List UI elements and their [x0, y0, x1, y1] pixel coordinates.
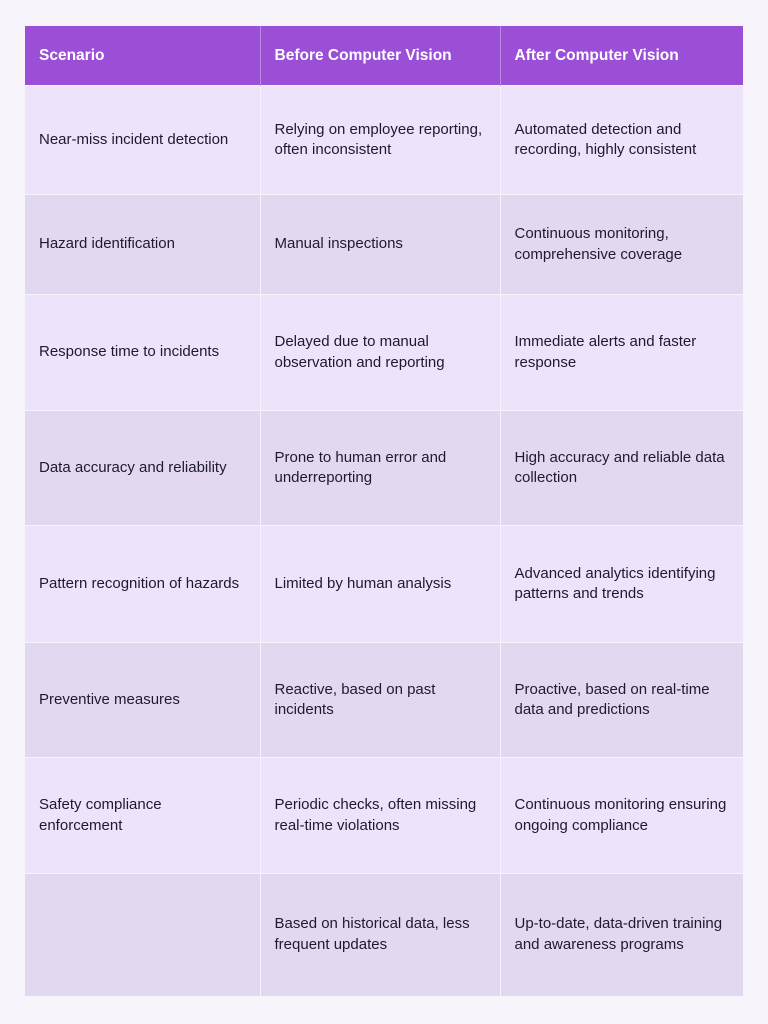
cell-after: Continuous monitoring ensuring ongoing compliance: [500, 758, 743, 874]
cell-scenario: Hazard identification: [25, 195, 260, 295]
table-row: [25, 758, 743, 874]
cell-scenario: Data accuracy and reliability: [25, 411, 260, 526]
cell-scenario: Safety compliance enforcement: [25, 758, 260, 874]
cell-before: Delayed due to manual observation and reporting: [260, 295, 500, 411]
table-row: [25, 526, 743, 643]
table-row: [25, 86, 743, 195]
cell-scenario: [25, 874, 260, 996]
cell-after: High accuracy and reliable data collection: [500, 411, 743, 526]
comparison-table: [25, 26, 743, 996]
table-row: [25, 295, 743, 411]
cell-scenario: Near-miss incident detection: [25, 86, 260, 195]
cell-before: Periodic checks, often missing real-time violations: [260, 758, 500, 874]
cell-before: Relying on employee reporting, often inconsistent: [260, 86, 500, 195]
table-row: [25, 643, 743, 758]
header-before: Before Computer Vision: [260, 26, 500, 86]
cell-after: Immediate alerts and faster response: [500, 295, 743, 411]
cell-after: Proactive, based on real-time data and predictions: [500, 643, 743, 758]
header-row: [25, 26, 743, 86]
header-scenario: Scenario: [25, 26, 260, 86]
table-row: [25, 874, 743, 996]
cell-after: Automated detection and recording, highly consistent: [500, 86, 743, 195]
cell-before: Prone to human error and underreporting: [260, 411, 500, 526]
cell-before: Limited by human analysis: [260, 526, 500, 643]
comparison-table-container: [25, 26, 743, 996]
cell-after: Continuous monitoring, comprehensive coverage: [500, 195, 743, 295]
header-after: After Computer Vision: [500, 26, 743, 86]
table-row: [25, 195, 743, 295]
cell-scenario: Preventive measures: [25, 643, 260, 758]
table-row: [25, 411, 743, 526]
cell-scenario: Pattern recognition of hazards: [25, 526, 260, 643]
cell-before: Manual inspections: [260, 195, 500, 295]
table-body: [25, 86, 743, 996]
cell-before: Reactive, based on past incidents: [260, 643, 500, 758]
cell-after: Up-to-date, data-driven training and awareness programs: [500, 874, 743, 996]
cell-before: Based on historical data, less frequent updates: [260, 874, 500, 996]
cell-after: Advanced analytics identifying patterns and trends: [500, 526, 743, 643]
cell-scenario: Response time to incidents: [25, 295, 260, 411]
table-header: [25, 26, 743, 86]
